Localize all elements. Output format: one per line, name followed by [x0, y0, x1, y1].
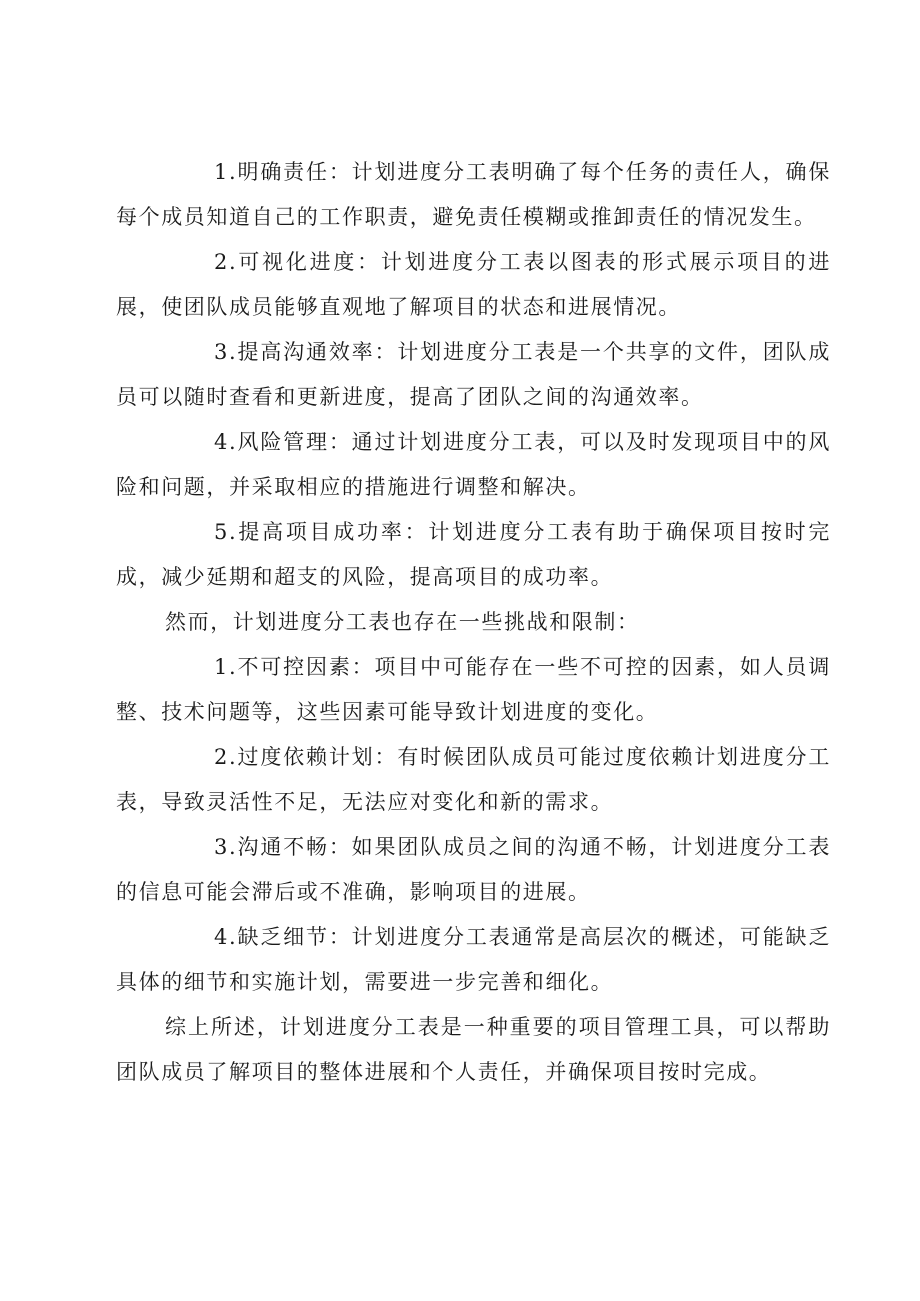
- paragraph-text: .过度依赖计划：有时候团队成员可能过度依赖计划进度分工表，导致灵活性不足，无法应对变化和新的需求。: [116, 745, 831, 814]
- paragraph-text: .可视化进度：计划进度分工表以图表的形式展示项目的进展，使团队成员能够直观地了解项目的状态和进展情况。: [116, 250, 831, 319]
- paragraph-benefit-2: [116, 240, 831, 330]
- list-number: 5: [214, 520, 229, 544]
- list-number: 3: [214, 835, 229, 859]
- paragraph-text: 然而，计划进度分工表也存在一些挑战和限制：: [165, 610, 640, 634]
- paragraph-benefit-1: [116, 150, 831, 240]
- list-number: 4: [214, 925, 229, 949]
- paragraph-benefit-5: [116, 510, 831, 600]
- list-number: 3: [214, 340, 229, 364]
- list-number: 1: [214, 160, 229, 184]
- list-number: 2: [214, 250, 229, 274]
- list-number: 1: [214, 655, 229, 679]
- paragraph-transition: [116, 600, 831, 645]
- document-body: [116, 150, 831, 1095]
- list-number: 4: [214, 430, 229, 454]
- list-number: 2: [214, 745, 229, 769]
- paragraph-text: .缺乏细节：计划进度分工表通常是高层次的概述，可能缺乏具体的细节和实施计划，需要进一步完善和细化。: [116, 925, 831, 994]
- paragraph-challenge-2: [116, 735, 831, 825]
- paragraph-text: .风险管理：通过计划进度分工表，可以及时发现项目中的风险和问题，并采取相应的措施进行调整和解决。: [116, 430, 831, 499]
- paragraph-benefit-4: [116, 420, 831, 510]
- paragraph-challenge-1: [116, 645, 831, 735]
- paragraph-benefit-3: [116, 330, 831, 420]
- paragraph-challenge-3: [116, 825, 831, 915]
- paragraph-text: .提高项目成功率：计划进度分工表有助于确保项目按时完成，减少延期和超支的风险，提高项目的成功率。: [116, 520, 831, 589]
- paragraph-text: .不可控因素：项目中可能存在一些不可控的因素，如人员调整、技术问题等，这些因素可能导致计划进度的变化。: [116, 655, 831, 724]
- paragraph-text: 综上所述，计划进度分工表是一种重要的项目管理工具，可以帮助团队成员了解项目的整体进展和个人责任，并确保项目按时完成。: [116, 1015, 831, 1084]
- paragraph-text: .沟通不畅：如果团队成员之间的沟通不畅，计划进度分工表的信息可能会滞后或不准确，影响项目的进展。: [116, 835, 831, 904]
- paragraph-text: .提高沟通效率：计划进度分工表是一个共享的文件，团队成员可以随时查看和更新进度，提高了团队之间的沟通效率。: [116, 340, 831, 409]
- paragraph-challenge-4: [116, 915, 831, 1005]
- paragraph-summary: [116, 1005, 831, 1095]
- paragraph-text: .明确责任：计划进度分工表明确了每个任务的责任人，确保每个成员知道自己的工作职责，避免责任模糊或推卸责任的情况发生。: [116, 160, 831, 229]
